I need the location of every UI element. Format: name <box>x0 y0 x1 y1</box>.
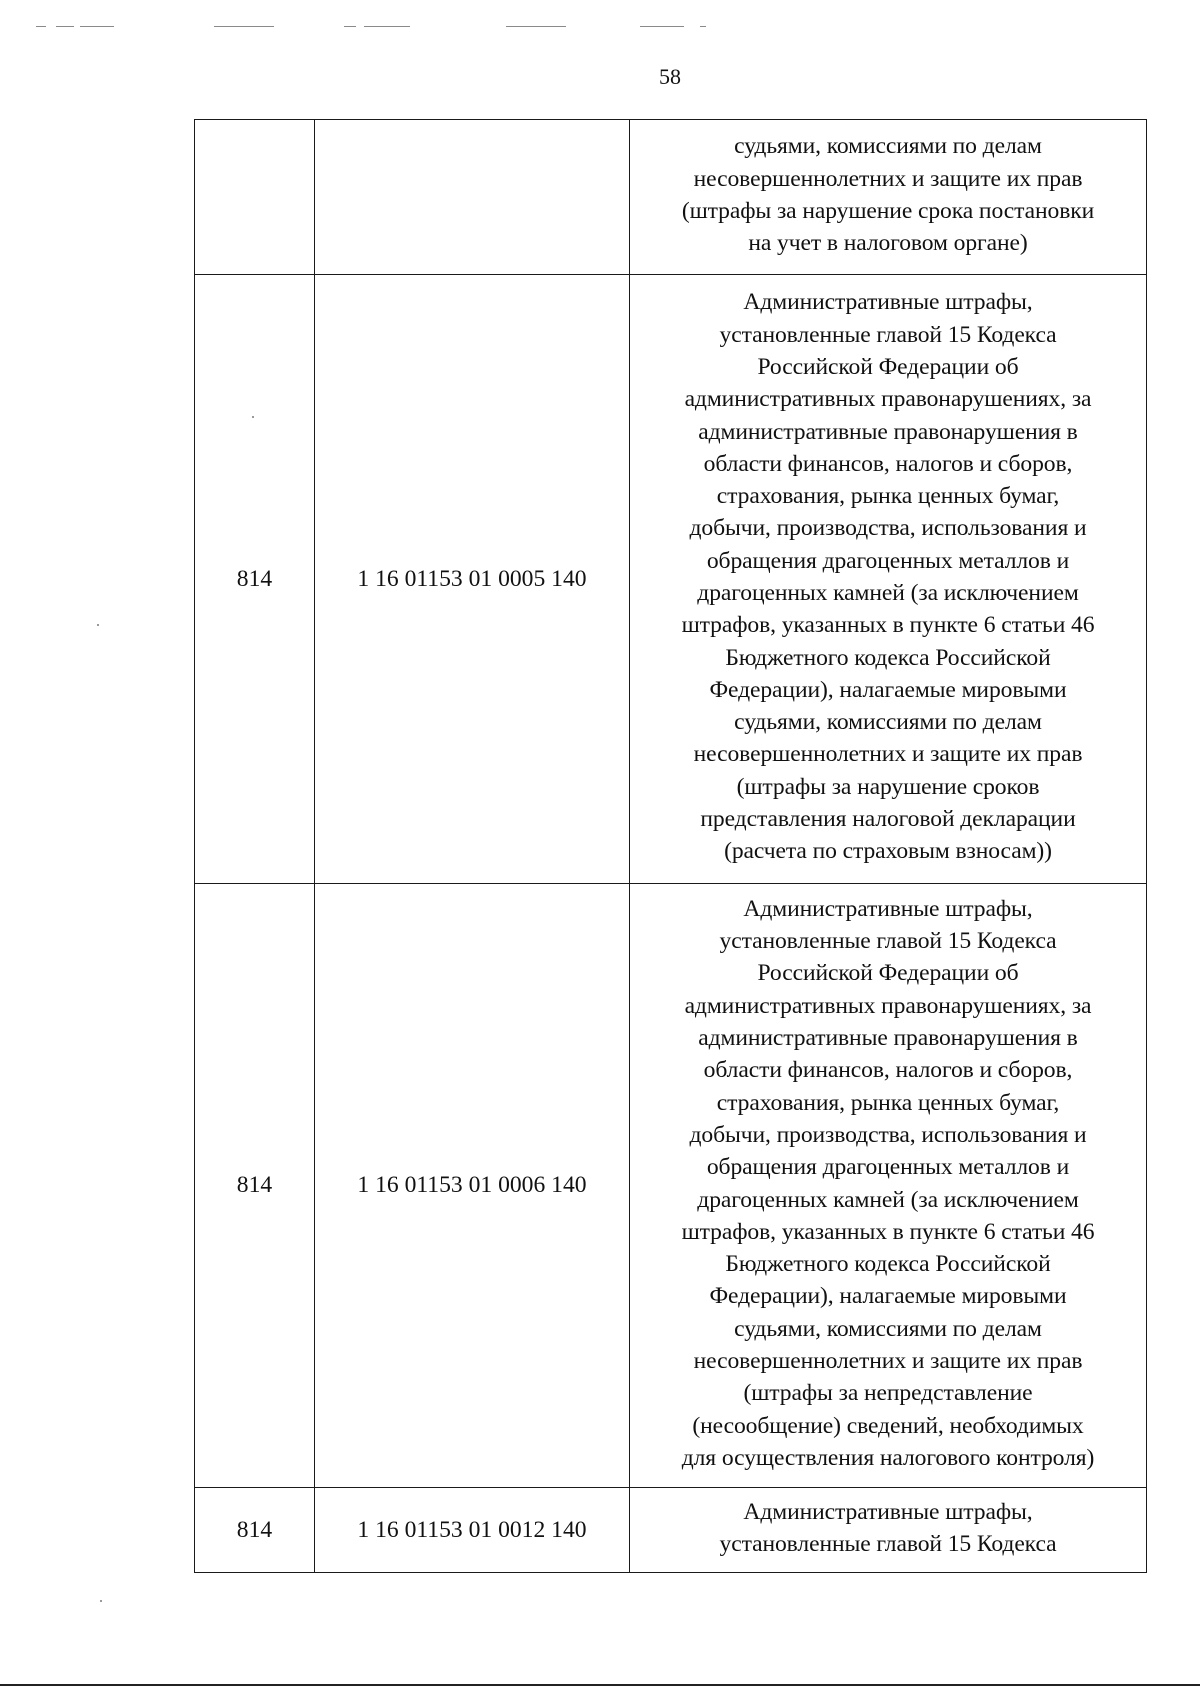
description-line: добычи, производства, использования и <box>689 515 1087 542</box>
admin-code-cell: 814 <box>195 884 315 1488</box>
description-line: установленные главой 15 Кодекса <box>719 928 1057 955</box>
description-line: судьями, комиссиями по делам <box>734 1315 1042 1342</box>
budget-code-cell: 1 16 01153 01 0005 140 <box>315 275 630 884</box>
description-cell <box>630 1488 1147 1573</box>
description-line: (несообщение) сведений, необходимых <box>692 1412 1084 1439</box>
description-line: административные правонарушения в <box>698 1025 1078 1052</box>
description-line: области финансов, налогов и сборов, <box>703 450 1073 477</box>
description-line: Федерации), налагаемые мировыми <box>709 676 1067 703</box>
description-line: административные правонарушения в <box>698 418 1078 445</box>
description-line: обращения драгоценных металлов и <box>706 547 1070 574</box>
description-line: судьями, комиссиями по делам <box>734 709 1042 736</box>
bottom-edge-line <box>0 1684 1200 1686</box>
page-number: 58 <box>659 64 681 89</box>
description-line: административных правонарушениях, за <box>684 992 1092 1019</box>
table-row <box>195 120 1147 275</box>
description-line: (штрафы за нарушение срока постановки <box>681 198 1095 224</box>
description-line: добычи, производства, использования и <box>689 1121 1087 1148</box>
description-line: области финансов, налогов и сборов, <box>703 1057 1073 1084</box>
description-line: Бюджетного кодекса Российской <box>725 1251 1051 1278</box>
description-line: установленные главой 15 Кодекса <box>719 1531 1057 1557</box>
description-line: драгоценных камней (за исключением <box>697 580 1079 606</box>
description-line: Административные штрафы, <box>743 289 1033 316</box>
budget-code-cell: 1 16 01153 01 0006 140 <box>315 884 630 1488</box>
scan-artifact-marks <box>0 26 760 32</box>
description-line: Российской Федерации об <box>757 353 1019 380</box>
description-line: Административные штрафы, <box>743 1498 1033 1525</box>
description-line: несовершеннолетних и защите их прав <box>693 1347 1083 1374</box>
description-cell <box>630 275 1147 884</box>
description-line: Административные штрафы, <box>743 895 1033 922</box>
description-line: несовершеннолетних и защите их прав <box>693 165 1083 192</box>
description-line: для осуществления налогового контроля) <box>681 1444 1095 1471</box>
scan-speck <box>100 1600 102 1602</box>
table-row <box>195 884 1147 1488</box>
budget-codes-table <box>194 119 1147 1573</box>
description-line: (штрафы за непредставление <box>743 1380 1033 1407</box>
description-line: драгоценных камней (за исключением <box>697 1186 1079 1213</box>
description-line: на учет в налоговом органе) <box>748 230 1028 257</box>
description-line: установленные главой 15 Кодекса <box>719 321 1057 348</box>
description-line: штрафов, указанных в пункте 6 статьи 46 <box>681 1218 1095 1245</box>
admin-code-cell: 814 <box>195 275 315 884</box>
description-line: страхования, рынка ценных бумаг, <box>716 483 1060 510</box>
description-line: Бюджетного кодекса Российской <box>725 644 1051 671</box>
description-cell <box>630 120 1147 275</box>
description-line: Российской Федерации об <box>757 960 1019 987</box>
table-row <box>195 1488 1147 1573</box>
budget-code-cell <box>315 120 630 275</box>
description-line: страхования, рынка ценных бумаг, <box>716 1089 1060 1116</box>
table-body <box>195 120 1147 1573</box>
description-line: несовершеннолетних и защите их прав <box>693 741 1083 768</box>
description-line: (расчета по страховым взносам)) <box>724 838 1052 865</box>
description-line: административных правонарушениях, за <box>684 386 1092 413</box>
admin-code-cell <box>195 120 315 275</box>
description-line: обращения драгоценных металлов и <box>706 1154 1070 1181</box>
description-cell <box>630 884 1147 1488</box>
admin-code-cell: 814 <box>195 1488 315 1573</box>
description-line: (штрафы за нарушение сроков <box>736 773 1040 800</box>
description-line: представления налоговой декларации <box>700 806 1076 833</box>
description-line: Федерации), налагаемые мировыми <box>709 1283 1067 1310</box>
scan-speck <box>97 624 99 626</box>
table-row <box>195 275 1147 884</box>
description-line: штрафов, указанных в пункте 6 статьи 46 <box>681 612 1095 639</box>
scan-speck <box>252 416 254 418</box>
budget-code-cell: 1 16 01153 01 0012 140 <box>315 1488 630 1573</box>
description-line: судьями, комиссиями по делам <box>734 133 1042 160</box>
